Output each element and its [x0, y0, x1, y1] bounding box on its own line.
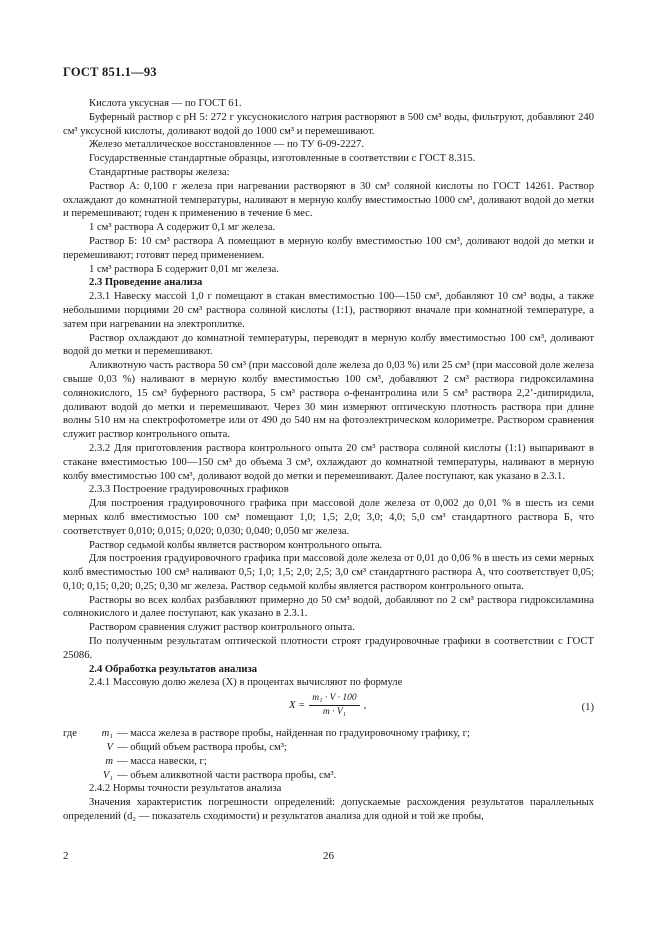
paragraph-seventh-flask: Раствор седьмой колбы является раствором контрольного опыта. [89, 539, 383, 551]
definition-row [63, 727, 594, 741]
paragraph-acetic-acid: Кислота уксусная — по ГОСТ 61. [89, 98, 242, 109]
definition-row [63, 741, 594, 755]
document-body [63, 97, 594, 824]
section-heading-results: 2.4 Обработка результатов анализа [89, 663, 258, 675]
paragraph-solution-b-content: 1 см³ раствора Б содержит 0,01 мг железа. [89, 263, 279, 275]
formula-fraction [309, 693, 359, 718]
paragraph-standard-samples: Государственные стандартные образцы, изготовленные в соответствии с ГОСТ 8.315. [89, 153, 476, 165]
paragraph-2-3-2: 2.3.2 Для приготовления раствора контрольного опыта 20 см³ раствора соляной кислоты (1:1) выпаривают в стакане вместимостью 100—150 см³ до объема 3 см³, охлаждают до комнатной температуры, наливают в мерную колбу вместимостью 100 см³, доливают водой до метки и перемешивают. Далее поступают, как указано в 2.3.1. [63, 442, 594, 482]
section-heading-analysis: 2.3 Проведение анализа [89, 277, 203, 289]
paragraph-2-4-2: 2.4.2 Нормы точности результатов анализа [89, 783, 282, 795]
paragraph-graph-high: Для построения градуировочного графика при массовой доле железа от 0,01 до 0,06 % в шесть из семи мерных колб вместимостью 100 см³ наливают 0,5; 1,0; 1,5; 2,0; 2,5; 3,0 см³ стандартного раствора А, что соответствует 0,05; 0,10; 0,15; 0,20; 0,25; 0,30 мг железа. Раствор седьмой колбы является раствором контрольного опыта. [63, 553, 594, 592]
footer-center-number: 26 [323, 850, 334, 862]
definition-symbol: V [106, 742, 113, 754]
formula [289, 693, 366, 718]
paragraph-2-4-1: 2.4.1 Массовую долю железа (X) в процентах вычисляют по формуле [89, 677, 403, 689]
formula-numerator: m₁ · V · 100 [309, 693, 359, 706]
paragraph-standard-solutions: Стандартные растворы железа: [89, 166, 230, 178]
paragraph-solution-b: Раствор Б: 10 см³ раствора А помещают в мерную колбу вместимостью 100 см³, доливают водой до метки и перемешивают; готовят перед применением. [63, 235, 594, 261]
paragraph-2-3-1: 2.3.1 Навеску массой 1,0 г помещают в стакан вместимостью 100—150 см³, добавляют 10 см³ воды, а также небольшими порциями 20 см³ раствора соляной кислоты (1:1), растворяют вначале при комнатной температуре, а затем при нагревании на электроплитке. [63, 291, 594, 330]
formula-denominator: m · V₁ [322, 707, 346, 718]
paragraph-graph-low: Для построения градуировочного графика при массовой доле железа от 0,002 до 0,01 % в шесть из семи мерных колб вместимостью 100 см³ помещают 1,0; 1,5; 2,0; 3,0; 4,0; 5,0 см³ стандартного раствора Б, что соответствует 0,010; 0,015; 0,020; 0,030; 0,040; 0,050 мг железа. [63, 498, 594, 537]
definition-text: — общий объем раствора пробы, см³; [117, 742, 287, 754]
definition-row [63, 769, 594, 783]
definition-text: — объем аликвотной части раствора пробы, см³. [117, 769, 337, 781]
definition-text: — масса навески, г; [117, 755, 207, 767]
definition-symbol: V₁ [102, 769, 113, 781]
definition-symbol: m₁ [101, 728, 113, 740]
formula-lhs: X = [289, 699, 306, 711]
footer-page-number: 2 [63, 850, 69, 862]
document-header: ГОСТ 851.1—93 [63, 65, 157, 79]
formula-trail: , [363, 699, 367, 711]
paragraph-aliquot: Аликвотную часть раствора 50 см³ (при массовой доле железа до 0,03 %) или 25 см³ (при массовой доле железа свыше 0,03 %) наливают в мерную колбу вместимостью 100 см³, добавляют 2 см³ раствора гидроксиламина солянокислого, 15 см³ буферного раствора, 5 см³ раствора о-фенантролина или 5 см³ раствора 2,2’-дипиридила, доливают водой до метки и перемешивают. Через 30 мин измеряют оптическую плотность раствора при длине волны 510 нм на спектрофотометре или от 490 до 540 нм на фотоэлектрическом колориметре. Раствором сравнения служит раствор контрольного опыта. [63, 360, 594, 441]
paragraph-graphs-build: По полученным результатам оптической плотности строят градуировочные графики в соответствии с ГОСТ 25086. [63, 636, 594, 661]
definition-lead [63, 741, 89, 755]
definition-row [63, 755, 594, 769]
formula-block [63, 691, 594, 725]
paragraph-dilution: Растворы во всех колбах разбавляют примерно до 50 см³ водой, добавляют по 2 см³ раствора гидроксиламина солянокислого и далее поступают, как указано в 2.3.1. [63, 594, 594, 620]
definition-text: — масса железа в растворе пробы, найденная по градуировочному графику, г; [117, 728, 470, 740]
paragraph-solution-a-content: 1 см³ раствора А содержит 0,1 мг железа. [89, 222, 276, 234]
paragraph-cooling: Раствор охлаждают до комнатной температуры, переводят в мерную колбу вместимостью 100 см³, доливают водой до метки и перемешивают. [63, 332, 594, 358]
paragraph-2-3-3: 2.3.3 Построение градуировочных графиков [89, 484, 289, 496]
definition-symbol: m [105, 755, 113, 767]
formula-number: (1) [581, 702, 594, 714]
paragraph-solution-a: Раствор А: 0,100 г железа при нагревании растворяют в 30 см³ соляной кислоты по ГОСТ 14261. Раствор охлаждают до комнатной температуры, наливают в мерную колбу вместимостью 1000 см³, доливают водой до метки и перемешивают; годен к применению в течение 6 мес. [63, 180, 594, 220]
definition-lead [63, 755, 89, 769]
definition-lead: где [63, 728, 77, 740]
paragraph-iron-metal: Железо металлическое восстановленное — по ТУ 6-09-2227. [89, 139, 364, 151]
definitions-list [63, 727, 594, 782]
paragraph-reference: Раствором сравнения служит раствор контрольного опыта. [89, 622, 355, 634]
paragraph-accuracy: Значения характеристик погрешности определений: допускаемые расхождения результатов параллельных определений (d₂ — показатель сходимости) и результатов анализа для одной и той же пробы, [63, 797, 594, 823]
definition-lead [63, 769, 89, 783]
paragraph-buffer-solution: Буферный раствор с pH 5: 272 г уксуснокислого натрия растворяют в 500 см³ воды, фильтруют, добавляют 240 см³ уксусной кислоты, доливают водой до 1000 см³ и перемешивают. [63, 111, 594, 137]
